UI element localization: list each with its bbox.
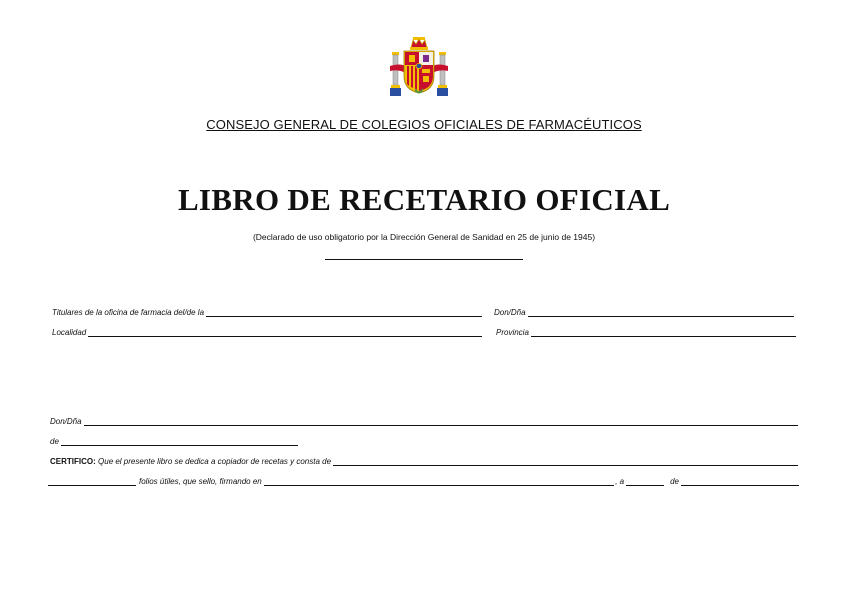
folios-number-field[interactable] xyxy=(48,485,136,486)
localidad-label: Localidad xyxy=(52,328,87,337)
provincia-field[interactable] xyxy=(531,336,796,337)
titulares-field[interactable] xyxy=(206,316,482,317)
titulares-label: Titulares de la oficina de farmacia del/de la xyxy=(52,308,205,317)
de-row xyxy=(50,435,298,447)
provincia-label: Provincia xyxy=(496,328,529,337)
dia-field[interactable] xyxy=(626,485,664,486)
don-dna-row-2 xyxy=(50,415,798,427)
localidad-row xyxy=(52,326,482,338)
titulares-row xyxy=(52,306,482,318)
document-title: LIBRO DE RECETARIO OFICIAL xyxy=(177,182,671,217)
de-field[interactable] xyxy=(61,445,298,446)
don-dna-field-2[interactable] xyxy=(84,425,798,426)
don-dna-label-2: Don/Dña xyxy=(50,417,82,426)
localidad-field[interactable] xyxy=(88,336,482,337)
provincia-row xyxy=(496,326,796,338)
certifico-text: Que el presente libro se dedica a copiador de recetas y consta de xyxy=(98,457,332,466)
certifico-statement xyxy=(50,457,333,467)
document-subtitle: (Declarado de uso obligatorio por la Dirección General de Sanidad en 25 de junio de 1945) xyxy=(252,232,596,242)
don-dna-label-1: Don/Dña xyxy=(494,308,526,317)
de-label: de xyxy=(50,437,59,446)
firma-lugar-field[interactable] xyxy=(264,485,614,486)
folios-count-field[interactable] xyxy=(333,465,798,466)
a-label: , a xyxy=(615,477,625,486)
spanish-coat-of-arms-icon xyxy=(386,36,452,98)
de-label-2: de xyxy=(670,477,679,486)
folios-text: folios útiles, que sello, firmando en xyxy=(139,477,262,486)
firma-row xyxy=(48,475,799,487)
don-dna-field-1[interactable] xyxy=(528,316,794,317)
don-dna-row-1 xyxy=(494,306,794,318)
certifico-label: CERTIFICO: xyxy=(50,457,96,466)
certifico-row xyxy=(50,455,798,467)
organization-name: CONSEJO GENERAL DE COLEGIOS OFICIALES DE FARMACÉUTICOS xyxy=(206,117,642,132)
mes-ano-field[interactable] xyxy=(681,485,799,486)
title-underline-rule xyxy=(325,259,523,260)
